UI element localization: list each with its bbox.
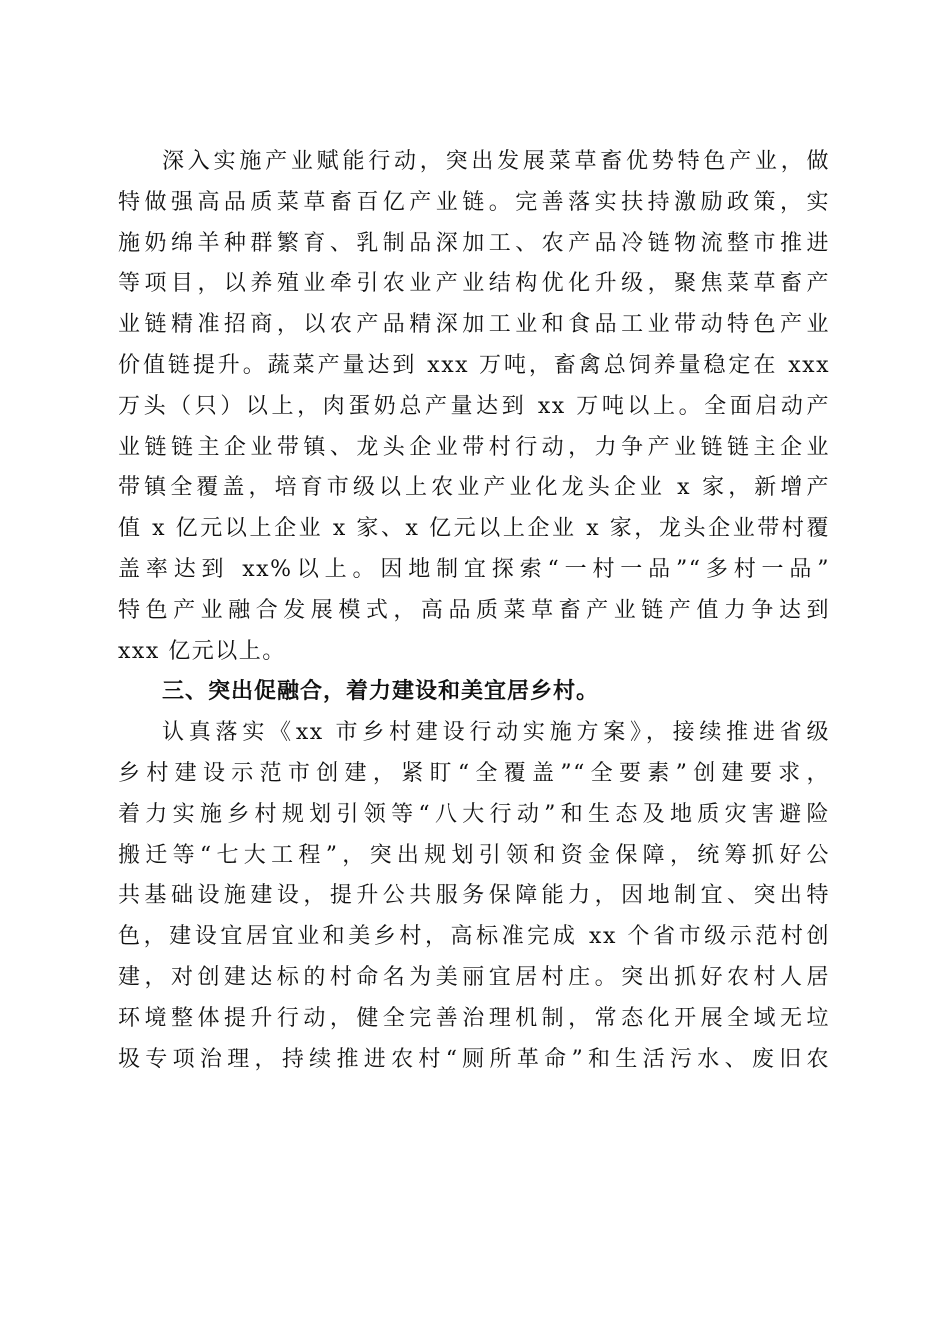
text-line: 乡村建设示范市创建，紧盯“全覆盖”“全要素”创建要求，	[118, 760, 830, 786]
text-line: 搬迁等“七大工程”，突出规划引领和资金保障，统筹抓好公	[118, 842, 830, 868]
text-line: 着力实施乡村规划引领等“八大行动”和生态及地质灾害避险	[118, 801, 830, 827]
text-line: 建，对创建达标的村命名为美丽宜居村庄。突出抓好农村人居	[118, 964, 830, 990]
text-line: 万头（只）以上，肉蛋奶总产量达到 xx 万吨以上。全面启动产	[118, 393, 830, 419]
text-line: 价值链提升。蔬菜产量达到 xxx 万吨，畜禽总饲养量稳定在 xxx	[118, 352, 830, 378]
text-line: 带镇全覆盖，培育市级以上农业产业化龙头企业 x 家，新增产	[118, 475, 830, 501]
text-line: 特做强高品质菜草畜百亿产业链。完善落实扶持激励政策，实	[118, 189, 830, 215]
text-line: 深入实施产业赋能行动，突出发展菜草畜优势特色产业，做	[162, 149, 830, 174]
paragraph-village-construction	[118, 713, 830, 1080]
text-line: 盖率达到 xx%以上。因地制宜探索“一村一品”“多村一品”	[118, 556, 830, 582]
text-line: 施奶绵羊种群繁育、乳制品深加工、农产品冷链物流整市推进	[118, 230, 830, 256]
text-line: xxx 亿元以上。	[118, 638, 286, 664]
paragraph-industry	[118, 142, 830, 672]
text-line: 业链精准招商，以农产品精深加工业和食品工业带动特色产业	[118, 312, 830, 338]
section-heading: 三、突出促融合，着力建设和美宜居乡村。	[162, 679, 600, 705]
text-line: 色，建设宜居宜业和美乡村，高标准完成 xx 个省市级示范村创	[118, 924, 830, 950]
text-line: 等项目，以养殖业牵引农业产业结构优化升级，聚焦菜草畜产	[118, 271, 830, 297]
document-body	[118, 142, 830, 1080]
text-line: 环境整体提升行动，健全完善治理机制，常态化开展全域无垃	[118, 1005, 830, 1031]
text-line: 业链链主企业带镇、龙头企业带村行动，力争产业链链主企业	[118, 434, 830, 460]
text-line: 值 x 亿元以上企业 x 家、x 亿元以上企业 x 家，龙头企业带村覆	[118, 516, 830, 542]
text-line: 认真落实《xx 市乡村建设行动实施方案》，接续推进省级	[162, 720, 830, 746]
text-line: 圾专项治理，持续推进农村“厕所革命”和生活污水、废旧农	[118, 1046, 830, 1072]
text-line: 特色产业融合发展模式，高品质菜草畜产业链产值力争达到	[118, 597, 830, 623]
text-line: 共基础设施建设，提升公共服务保障能力，因地制宜、突出特	[118, 883, 830, 909]
